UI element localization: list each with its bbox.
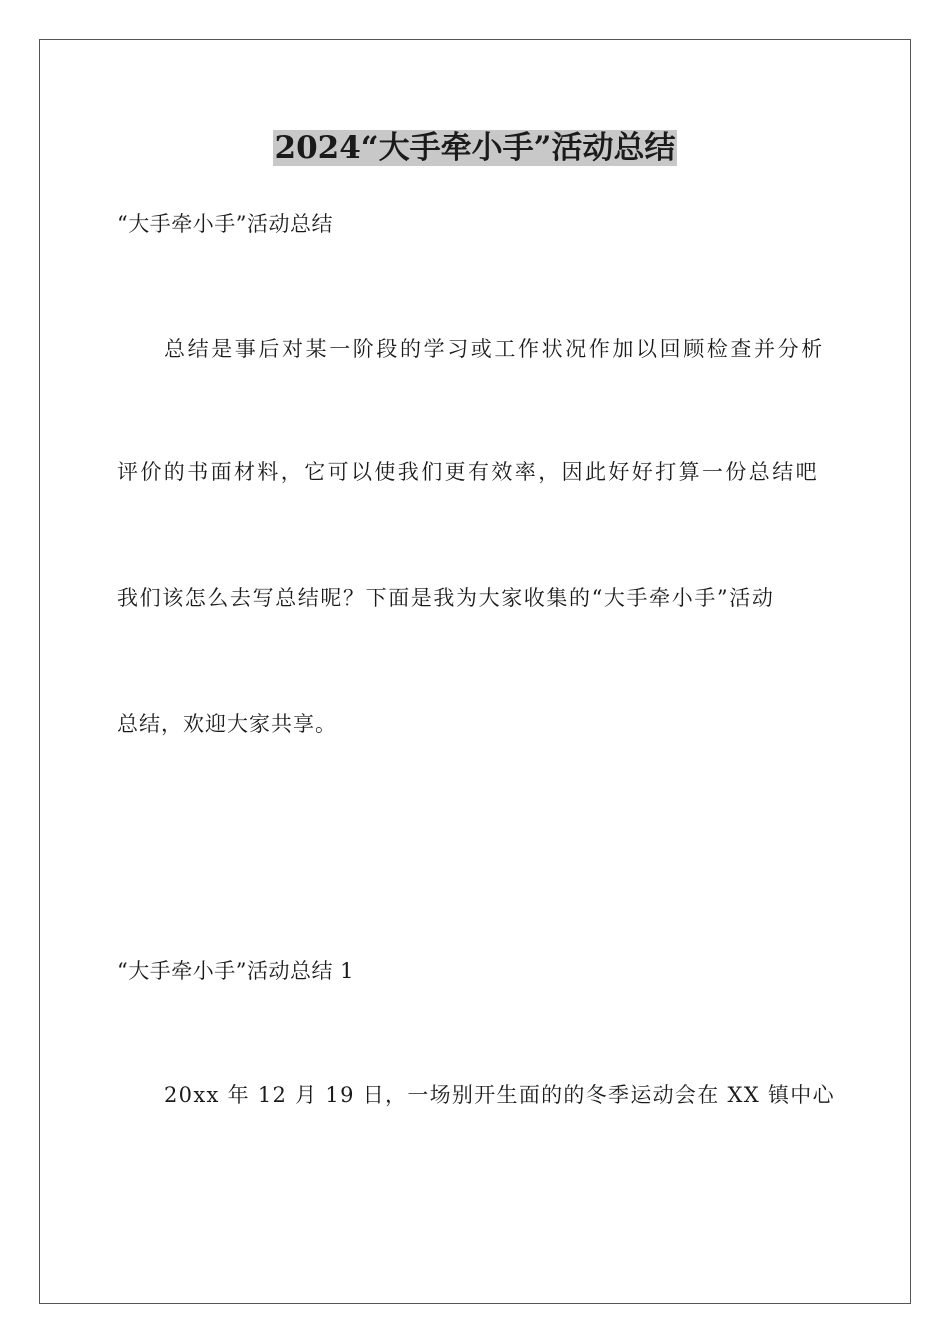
document-title-text: 2024“大手牵小手”活动总结 — [274, 130, 676, 166]
intro-paragraph-line-4: 总结，欢迎大家共享。 — [117, 712, 337, 736]
document-title — [0, 128, 950, 168]
intro-paragraph-line-3: 我们该怎么去写总结呢？下面是我为大家收集的“大手牵小手”活动 — [117, 586, 775, 610]
section-heading: “大手牵小手”活动总结 1 — [117, 959, 355, 983]
document-subtitle: “大手牵小手”活动总结 — [117, 212, 333, 236]
intro-paragraph-line-1: 总结是事后对某一阶段的学习或工作状况作加以回顾检查并分析 — [164, 337, 825, 361]
section-paragraph-line-1: 20xx 年 12 月 19 日，一场别开生面的的冬季运动会在 XX 镇中心 — [164, 1083, 835, 1107]
intro-paragraph-line-2: 评价的书面材料，它可以使我们更有效率，因此好好打算一份总结吧 — [117, 460, 819, 484]
